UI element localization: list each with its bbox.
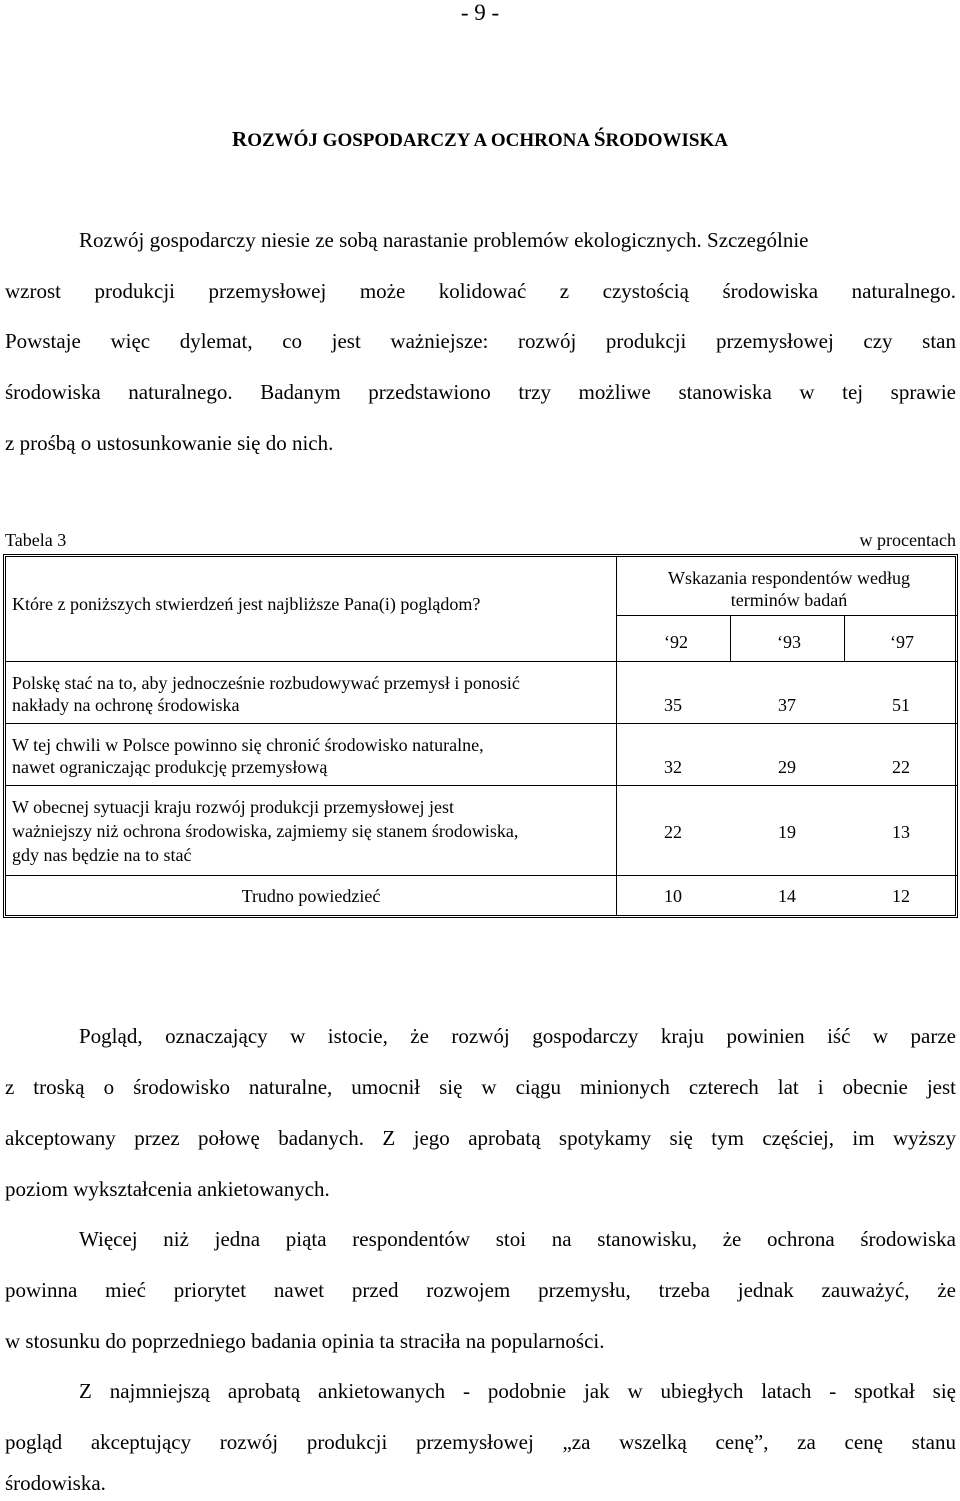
column-divider-years-1 (730, 615, 731, 661)
row-1-value-93: 37 (778, 695, 796, 715)
row-3-value-92: 22 (664, 822, 682, 842)
row-3-value-93: 19 (778, 822, 796, 842)
row-3-value-97: 13 (892, 822, 910, 842)
row-1-bottom-line (6, 723, 958, 724)
title-part-2: RODOWISKA (605, 130, 728, 151)
table-header-line-2: terminów badań (730, 590, 848, 610)
column-divider-main (616, 557, 617, 915)
intro-line-1-text: Rozwój gospodarczy niesie ze sobą narastanie problemów ekologicznych. Szczególnie (79, 228, 809, 252)
title-initial-r: R (232, 127, 248, 151)
body-p2-line-1-text: Więcej niż jedna piąta respondentów stoi na stanowisku, że ochrona środowiska (79, 1227, 956, 1251)
year-97: ‘97 (890, 632, 914, 652)
row-3-bottom-line (6, 875, 958, 876)
row-3-line-3: gdy nas będzie na to stać (12, 845, 192, 865)
row-2-value-92: 32 (664, 757, 682, 777)
table-header-line-1: Wskazania respondentów według (668, 568, 910, 588)
year-92: ‘92 (664, 632, 688, 652)
row-4-value-92: 10 (664, 886, 682, 906)
row-1-line-2: nakłady na ochronę środowiska (12, 695, 240, 715)
row-1-value-97: 51 (892, 695, 910, 715)
row-1-value-92: 35 (664, 695, 682, 715)
intro-line-3: Powstaje więc dylemat, co jest ważniejsze: rozwój produkcji przemysłowej czy stan (5, 329, 956, 353)
section-title (0, 127, 960, 153)
row-3-line-2: ważniejszy niż ochrona środowiska, zajmiemy się stanem środowiska, (12, 821, 519, 841)
title-part-1: OZWÓJ GOSPODARCZY A OCHRONA (247, 130, 594, 151)
table-unit: w procentach (859, 530, 956, 550)
table-years (620, 631, 958, 653)
data-table (3, 554, 958, 918)
year-93: ‘93 (777, 632, 801, 652)
intro-line-2: wzrost produkcji przemysłowej może kolidować z czystością środowiska naturalnego. (5, 279, 956, 303)
column-divider-years-2 (844, 615, 845, 661)
body-p3-line-1 (5, 1366, 956, 1417)
table-question: Które z poniższych stwierdzeń jest najbliższe Pana(i) poglądom? (12, 594, 481, 614)
row-2-bottom-line (6, 785, 958, 786)
table-row-1-label (12, 672, 612, 716)
body-p1-line-3: akceptowany przez połowę badanych. Z jego aprobatą spotykamy się tym częściej, im wyższy (5, 1126, 956, 1150)
body-p1-line-1 (5, 1011, 956, 1062)
page-number: - 9 - (460, 0, 500, 25)
intro-line-5: z prośbą o ustosunkowanie się do nich. (5, 431, 334, 455)
row-3-line-1: W obecnej sytuacji kraju rozwój produkcji przemysłowej jest (12, 797, 455, 817)
table-row-3-label (12, 795, 612, 867)
intro-line-4: środowiska naturalnego. Badanym przedstawiono trzy możliwe stanowiska w tej sprawie (5, 380, 956, 404)
body-p2-line-1 (5, 1214, 956, 1265)
title-initial-s: Ś (593, 127, 606, 151)
body-p3-line-1-text: Z najmniejszą aprobatą ankietowanych - podobnie jak w ubiegłych latach - spotkał się (79, 1379, 956, 1403)
table-row-4-label: Trudno powiedzieć (241, 886, 381, 906)
row-4-value-97: 12 (892, 886, 910, 906)
body-p1-line-1-text: Pogląd, oznaczający w istocie, że rozwój gospodarczy kraju powinien iść w parze (79, 1024, 956, 1048)
row-2-value-97: 22 (892, 757, 910, 777)
row-2-line-2: nawet ograniczając produkcję przemysłową (12, 757, 328, 777)
header-divider (616, 615, 958, 616)
body-p3-line-3: środowiska. (5, 1471, 106, 1495)
table-caption: Tabela 3 (5, 530, 67, 550)
table-header-respondents (620, 567, 958, 611)
row-4-value-93: 14 (778, 886, 796, 906)
row-2-line-1: W tej chwili w Polsce powinno się chronić środowisko naturalne, (12, 735, 484, 755)
row-1-line-1: Polskę stać na to, aby jednocześnie rozbudowywać przemysł i ponosić (12, 673, 520, 693)
header-bottom-line (6, 661, 958, 662)
body-p1-line-2: z troską o środowisko naturalne, umocnił się w ciągu minionych czterech lat i obecnie jest (5, 1075, 956, 1099)
intro-line-1 (5, 215, 956, 266)
body-p2-line-3: w stosunku do poprzedniego badania opinia ta straciła na popularności. (5, 1329, 605, 1353)
body-p2-line-2: powinna mieć priorytet nawet przed rozwojem przemysłu, trzeba jednak zauważyć, że (5, 1278, 956, 1302)
table-row-2-label (12, 734, 612, 778)
body-p1-line-4: poziom wykształcenia ankietowanych. (5, 1177, 330, 1201)
body-p3-line-2: pogląd akceptujący rozwój produkcji przemysłowej „za wszelką cenę”, za cenę stanu (5, 1430, 956, 1454)
row-2-value-93: 29 (778, 757, 796, 777)
